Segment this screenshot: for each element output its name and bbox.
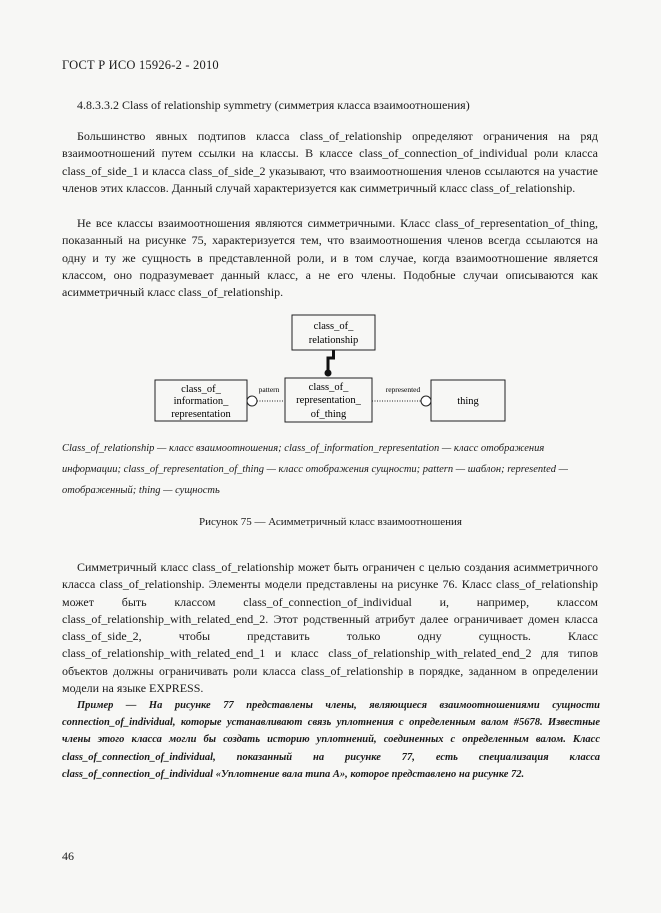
figure-legend-line-2: информации; class_of_representation_of_thing — класс отображения сущности; pattern — шаблон; represented — (62, 464, 568, 475)
paragraph-1: Большинство явных подтипов класса class_of_relationship определяют ограничения на ряд взаимоотношений путем ссылки на классы. В классе class_of_connection_of_individual роли класса class_of_side_1 и класса class_of_side_2 указывают, что взаимоотношения членов ссылаются на участие членов этих классов. Данный случай характеризуется как симметричный класс class_of_relationship. (62, 129, 598, 195)
pattern-label: pattern (258, 385, 280, 394)
box-center-line1: class_of_ (308, 382, 349, 393)
subtype-connector (328, 350, 334, 372)
figure-legend-line-1: Class_of_relationship — класс взаимоотношения; class_of_information_representation — класс отображения (62, 443, 545, 454)
page-number: 46 (62, 849, 74, 863)
box-left-line1: class_of_ (181, 384, 221, 395)
example-note: Пример — На рисунке 77 представлены члены, являющиеся взаимоотношениями сущности connection_of_individual, которые устанавливают связь уплотнения с определенным валом #5678. Известные члены этого класса могли бы создать историю уплотнений, соединенных с определенным валом. Класс class_of_connection_of_individual, показанный на рисунке 77, есть специализация класса class_of_connection_of_individual «Уплотнение вала типа А», которое представлено на рисунке 72. (62, 700, 600, 780)
section-title: 4.8.3.3.2 Class of relationship symmetry (симметрия класса взаимоотношения) (77, 98, 470, 112)
pattern-end-circle (247, 396, 257, 406)
connector-dot (325, 370, 332, 377)
figure-75-diagram (0, 300, 661, 430)
box-center-line2: representation_ (296, 395, 361, 406)
represented-label: represented (385, 385, 421, 394)
box-left-line3: representation (171, 409, 231, 420)
box-center-line3: of_thing (310, 409, 347, 420)
paragraph-3: Симметричный класс class_of_relationship может быть ограничен с целью создания асимметричного класса class_of_relationship. Элементы модели представлены на рисунке 76. Класс class_of_relationship может быть классом class_of_connection_of_individual и, например, классом class_of_relationship_with_related_end_2. Этот родственный атрибут далее ограничивает домен класса class_of_side_2, чтобы представить только одну сущность. Класс class_of_relationship_with_related_end_1 и класс class_of_relationship_with_related_end_2 для типов объектов должны ограничивать роли класса class_of_relationship в порядке, заданном в определении модели на языке EXPRESS. (62, 560, 598, 696)
figure-legend-line-3: отображенный; thing — сущность (62, 485, 220, 496)
box-top-line2: relationship (308, 335, 359, 346)
paragraph-2: Не все классы взаимоотношения являются симметричными. Класс class_of_representation_of_thing, показанный на рисунке 75, характеризуется тем, что взаимоотношения членов всегда ссылаются на одну и ту же сущность в представленной роли, и в том случае, когда взаимоотношение является классом, оно подразумевает данный класс, а не его члены. Подобные случаи описываются как асимметричный класс class_of_relationship. (62, 216, 598, 300)
represented-end-circle (421, 396, 431, 406)
box-top-line1: class_of_ (313, 321, 354, 332)
figure-title: Рисунок 75 — Асимметричный класс взаимоотношения (199, 516, 462, 528)
document-header: ГОСТ Р ИСО 15926-2 - 2010 (62, 58, 219, 72)
box-right-label: thing (457, 396, 479, 407)
box-left-line2: information_ (173, 396, 229, 407)
